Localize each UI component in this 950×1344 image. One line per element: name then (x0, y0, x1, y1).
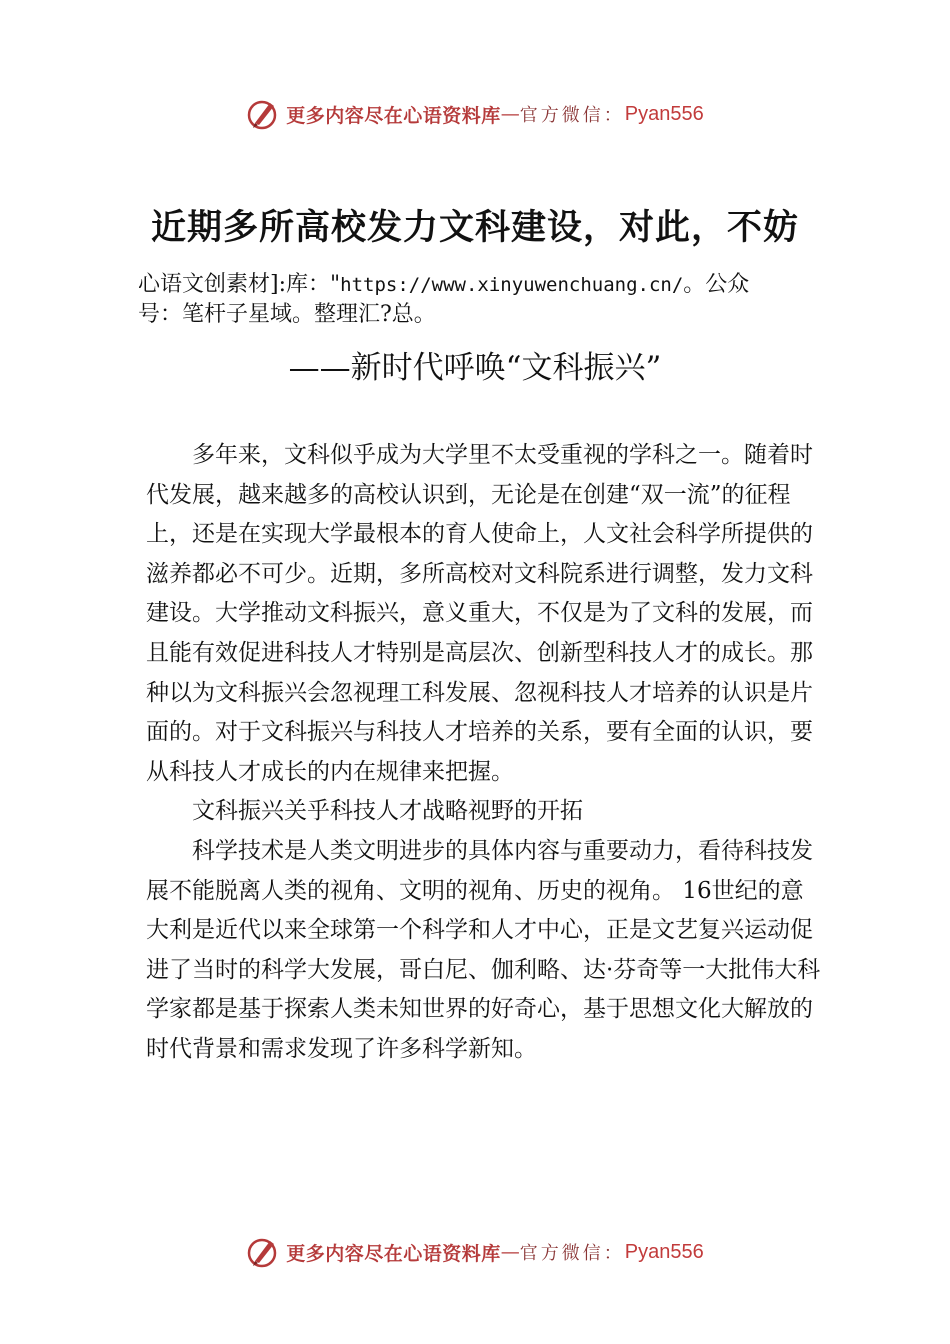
document-body (146, 436, 826, 1070)
banner-dash: — (500, 103, 520, 125)
pen-logo-icon (246, 1235, 280, 1269)
source-prefix: 心语文创素材]:库：" (138, 272, 341, 297)
banner-wechat-id: Pyan556 (624, 1240, 704, 1263)
source-note (138, 270, 858, 330)
footer-banner (0, 1232, 950, 1272)
banner-dash: — (500, 1241, 520, 1263)
document-subtitle: ——新时代呼唤“文科振兴” (288, 350, 662, 386)
banner-wechat-label: 官方微信： (519, 105, 625, 126)
banner-wechat-id: Pyan556 (624, 102, 704, 125)
document-title: 近期多所高校发力文科建设，对此，不妨 (150, 207, 799, 248)
source-url: https://www.xinyuwenchuang.cn/ (340, 274, 684, 296)
pen-logo-icon (246, 97, 280, 131)
source-suffix: 。公众 (683, 272, 750, 297)
banner-tagline: 更多内容尽在心语资料库 (286, 1242, 501, 1265)
source-second-line: 号：笔杆子星域。整理汇?总。 (138, 302, 436, 327)
banner-tagline: 更多内容尽在心语资料库 (286, 104, 501, 127)
section-heading: 文科振兴关乎科技人才战略视野的开拓 (192, 798, 583, 825)
paragraph: 科学技术是人类文明进步的具体内容与重要动力，看待科技发展不能脱离人类的视角、文明的视角、历史的视角。 16世纪的意大利是近代以来全球第一个科学和人才中心，正是文艺复兴运动促进了当时的科学大发展，哥白尼、伽利略、达·芬奇等一大批伟大科学家都是基于探索人类未知世界的好奇心，基于思想文化大解放的时代背景和需求发现了许多科学新知。 (146, 837, 821, 1062)
header-banner (0, 94, 950, 134)
paragraph: 多年来，文科似乎成为大学里不太受重视的学科之一。随着时代发展，越来越多的高校认识到，无论是在创建“双一流”的征程上，还是在实现大学最根本的育人使命上，人文社会科学所提供的滋养都必不可少。近期，多所高校对文科院系进行调整，发力文科建设。大学推动文科振兴，意义重大，不仅是为了文科的发展，而且能有效促进科技人才特别是高层次、创新型科技人才的成长。那种以为文科振兴会忽视理工科发展、忽视科技人才培养的认识是片面的。对于文科振兴与科技人才培养的关系，要有全面的认识，要从科技人才成长的内在规律来把握。 (146, 442, 813, 785)
banner-wechat-label: 官方微信： (519, 1243, 625, 1264)
